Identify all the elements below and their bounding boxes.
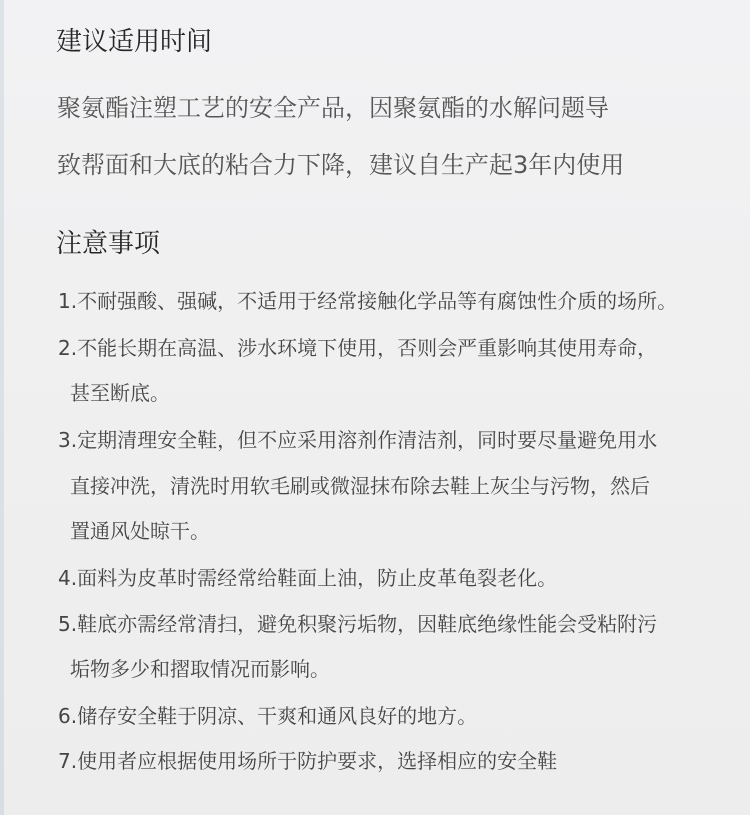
usage-line-1: 聚氨酯注塑工艺的安全产品，因聚氨酯的水解问题导	[57, 94, 609, 122]
usage-title: 建议适用时间	[56, 27, 213, 57]
note-item-5-continued: 垢物多少和摺取情况而影响。	[70, 657, 330, 681]
note-item-7: 7.使用者应根据使用场所于防护要求，选择相应的安全鞋	[58, 749, 558, 773]
left-edge-accent	[0, 0, 4, 815]
note-item-2: 2.不能长期在高温、涉水环境下使用，否则会严重影响其使用寿命，	[58, 336, 658, 360]
note-item-6: 6.储存安全鞋于阴凉、干爽和通风良好的地方。	[58, 704, 478, 728]
notes-title: 注意事项	[56, 229, 161, 259]
note-item-1: 1.不耐强酸、强碱，不适用于经常接触化学品等有腐蚀性介质的场所。	[58, 289, 678, 313]
note-item-2-continued: 甚至断底。	[70, 381, 170, 405]
note-item-3-continued-2: 置通风处晾干。	[70, 519, 210, 543]
note-item-3: 3.定期清理安全鞋，但不应采用溶剂作清洁剂，同时要尽量避免用水	[58, 428, 658, 452]
note-item-3-continued: 直接冲洗，清洗时用软毛刷或微湿抹布除去鞋上灰尘与污物，然后	[70, 474, 650, 498]
note-item-5: 5.鞋底亦需经常清扫，避免积聚污垢物，因鞋底绝缘性能会受粘附污	[58, 612, 658, 636]
note-item-4: 4.面料为皮革时需经常给鞋面上油，防止皮革龟裂老化。	[58, 566, 558, 590]
usage-line-2: 致帮面和大底的粘合力下降，建议自生产起3年内使用	[57, 151, 625, 179]
